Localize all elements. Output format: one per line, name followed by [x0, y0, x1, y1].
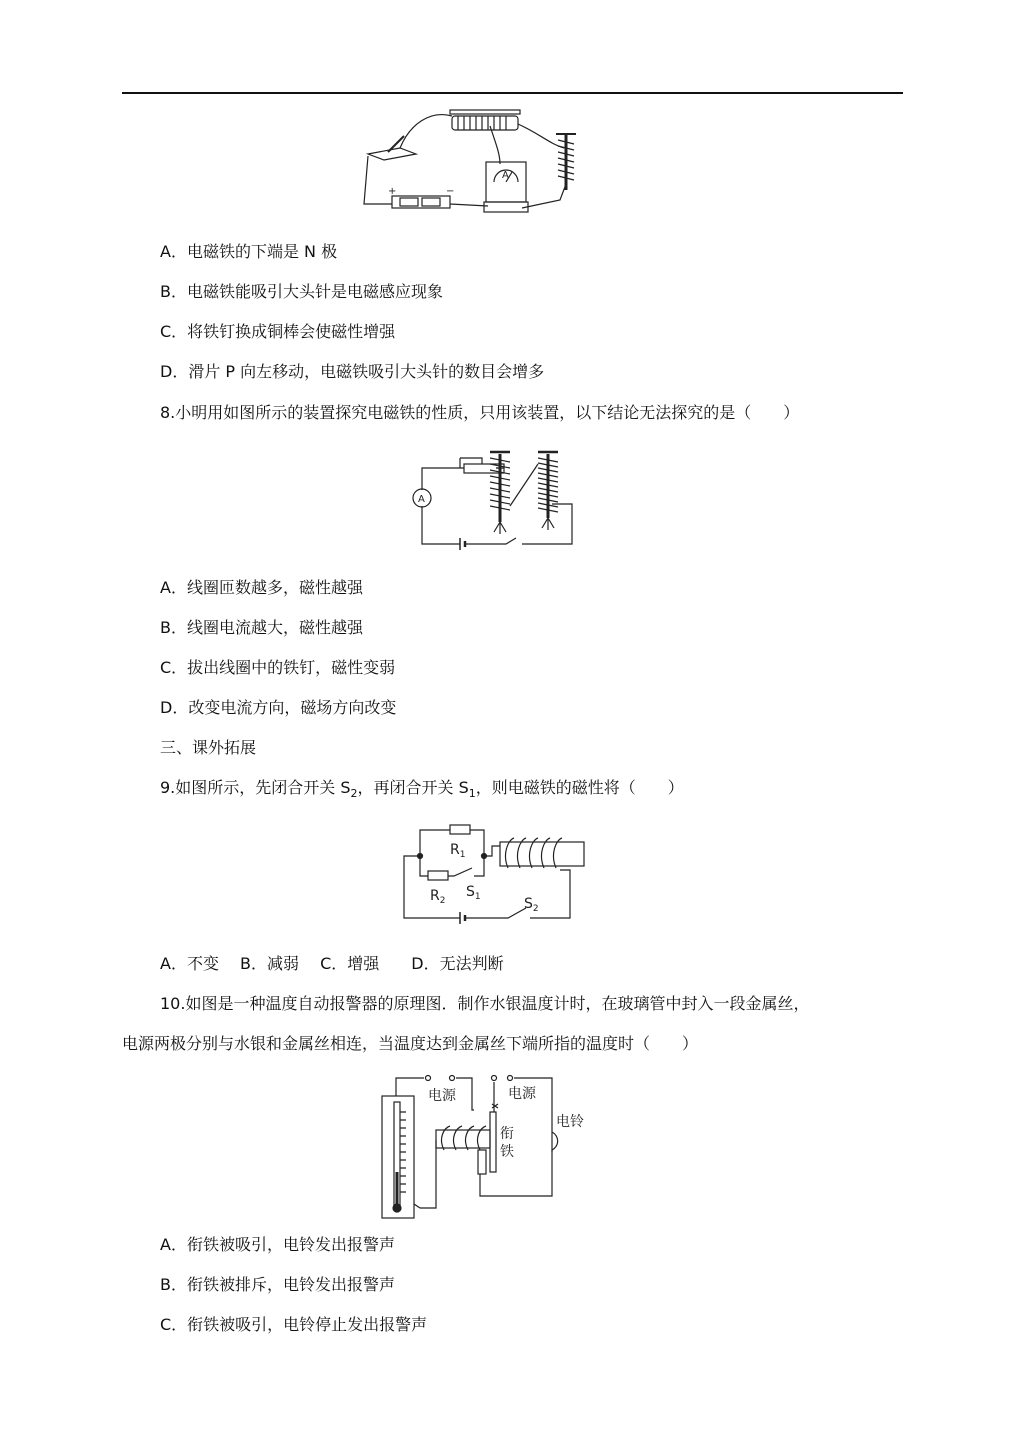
svg-text:A: A — [502, 170, 509, 181]
q7-option-a: A．电磁铁的下端是 N 极 — [160, 242, 338, 261]
svg-text:衔: 衔 — [500, 1126, 514, 1142]
q7-option-c: C．将铁钉换成铜棒会使磁性增强 — [160, 322, 396, 341]
q7-option-b: B．电磁铁能吸引大头针是电磁感应现象 — [160, 282, 443, 301]
q9-stem: 9.如图所示，先闭合开关 $S_2$，再闭合开关 $S_1$，则电磁铁的磁性将（ ） — [160, 778, 684, 801]
rheostat — [452, 116, 518, 130]
header-rule — [122, 92, 903, 94]
q7-option-d: D．滑片 P 向左移动，电磁铁吸引大头针的数目会增多 — [160, 362, 545, 381]
q10-stem-line2: 电源两极分别与水银和金属丝相连，当温度达到金属丝下端所指的温度时（ ） — [122, 1034, 699, 1053]
section-3-title: 三、课外拓展 — [160, 738, 257, 757]
svg-text:R1: $R_1$ — [450, 842, 466, 860]
svg-text:电源: 电源 — [508, 1086, 536, 1102]
svg-text:+: + — [388, 186, 397, 197]
svg-text:−: − — [446, 186, 455, 197]
svg-text:电铃: 电铃 — [556, 1114, 584, 1130]
electromagnet — [436, 1130, 490, 1148]
q8-option-b: B．线圈电流越大，磁性越强 — [160, 618, 363, 637]
svg-text:S2: $S_2$ — [524, 896, 539, 914]
q10-option-a: A．衔铁被吸引，电铃发出报警声 — [160, 1235, 395, 1254]
bell — [552, 1132, 558, 1150]
switch-base — [368, 148, 416, 160]
q9-figure — [400, 824, 586, 924]
svg-text:S1: $S_1$ — [466, 884, 481, 902]
q8-option-d: D．改变电流方向，磁场方向改变 — [160, 698, 397, 717]
svg-text:R2: $R_2$ — [430, 888, 446, 906]
q9-options: A．不变 B．减弱 C．增强 D．无法判断 — [160, 954, 504, 973]
q10-figure — [376, 1072, 596, 1220]
q8-stem: 8.小明用如图所示的装置探究电磁铁的性质，只用该装置，以下结论无法探究的是（ ） — [160, 403, 800, 422]
svg-text:A: A — [418, 494, 425, 505]
q8-option-c: C．拔出线圈中的铁钉，磁性变弱 — [160, 658, 396, 677]
svg-text:铁: 铁 — [500, 1144, 514, 1160]
q10-stem-line1: 10.如图是一种温度自动报警器的原理图．制作水银温度计时，在玻璃管中封入一段金属丝， — [160, 994, 810, 1013]
armature — [490, 1112, 496, 1172]
q10-option-c: C．衔铁被吸引，电铃停止发出报警声 — [160, 1315, 428, 1334]
q8-figure — [412, 446, 578, 550]
svg-text:电源: 电源 — [428, 1088, 456, 1104]
resistor-r2 — [428, 871, 448, 880]
q10-option-b: B．衔铁被排斥，电铃发出报警声 — [160, 1275, 395, 1294]
q7-figure — [360, 104, 590, 228]
resistor-r1 — [450, 825, 470, 834]
q8-option-a: A．线圈匝数越多，磁性越强 — [160, 578, 363, 597]
